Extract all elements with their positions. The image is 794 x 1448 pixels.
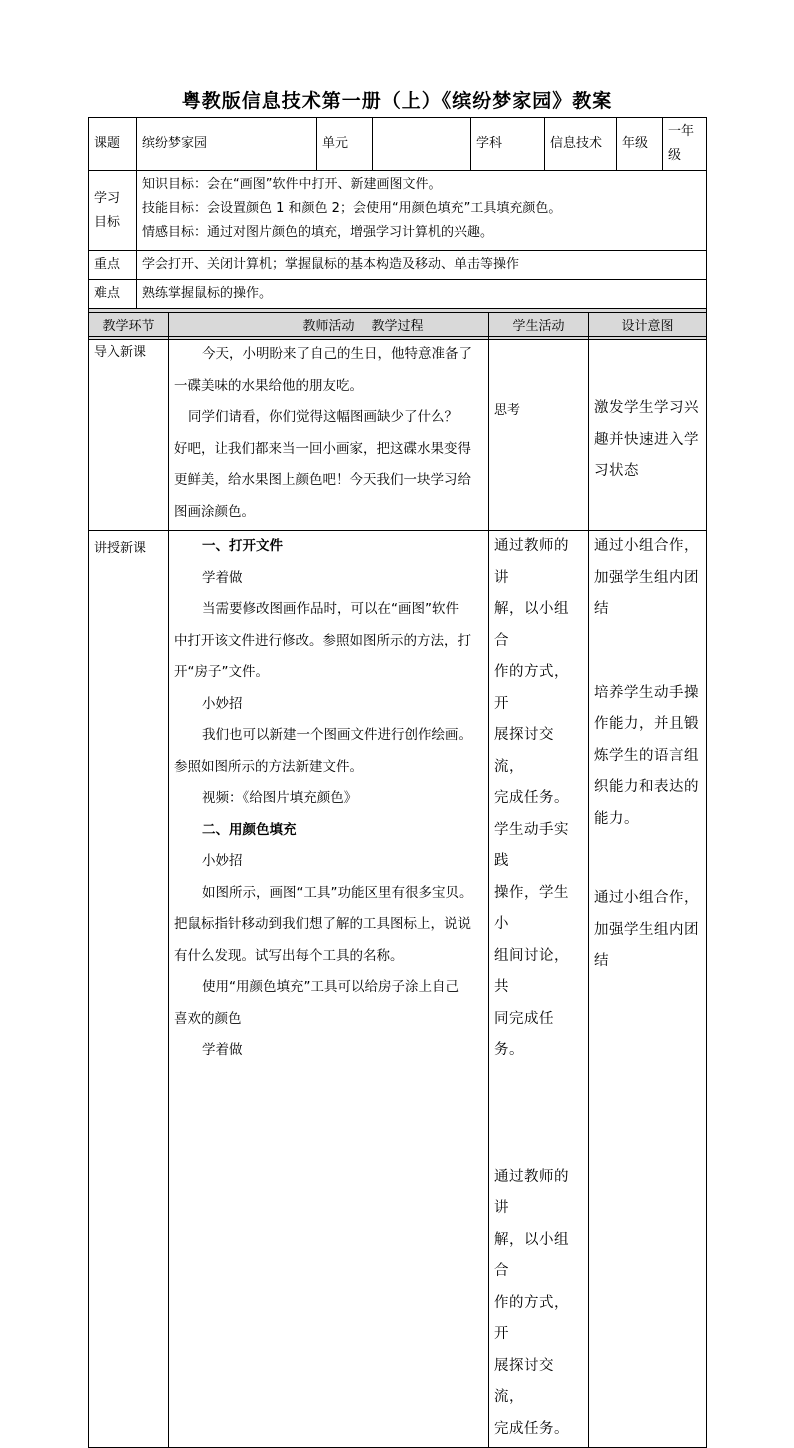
goals-label-line-1: 学习 xyxy=(94,190,121,206)
subject-label: 学科 xyxy=(471,118,545,171)
intro-paragraph: 更鲜美，给水果图上颜色吧！今天我们一块学习给 xyxy=(174,472,471,488)
spacer xyxy=(494,1067,583,1162)
difficulty-label: 难点 xyxy=(89,280,137,309)
student-line: 完成任务。 xyxy=(494,790,569,806)
intent-line: 炼学生的语言组 xyxy=(594,747,699,764)
goals-content xyxy=(137,171,707,251)
intent-line: 加强学生组内团 xyxy=(594,569,699,586)
student-line: 解，以小组合 xyxy=(494,1231,569,1279)
student-line: 操作，学生小 xyxy=(494,884,569,932)
lecture-paragraph: 学着做 xyxy=(202,1042,243,1058)
lecture-design-intent xyxy=(589,531,707,1448)
spacer xyxy=(594,626,701,678)
lecture-paragraph: 如图所示，画图“工具”功能区里有很多宝贝。 xyxy=(202,884,473,901)
intent-line: 趣并快速进入学 xyxy=(594,431,699,448)
difficulty-text: 熟练掌握鼠标的操作。 xyxy=(137,280,707,309)
goals-label xyxy=(89,171,137,251)
topic-value: 缤纷梦家园 xyxy=(137,118,317,171)
intent-line: 结 xyxy=(594,601,609,617)
teaching-process-table xyxy=(88,312,707,1448)
lecture-paragraph: 我们也可以新建一个图画文件进行创作绘画。 xyxy=(202,727,472,743)
student-line: 展探讨交流， xyxy=(494,1357,554,1405)
grade-value: 一年级 xyxy=(663,118,707,171)
document-title: 粤教版信息技术第一册（上）《缤纷梦家园》教案 xyxy=(181,90,613,112)
student-line: 学生动手实践 xyxy=(494,821,569,869)
lecture-paragraph: 中打开该文件进行修改。参照如图所示的方法，打 xyxy=(174,632,471,649)
unit-label: 单元 xyxy=(317,118,373,171)
spacer xyxy=(594,835,701,883)
lecture-paragraph: 使用“用颜色填充”工具可以给房子涂上自己 xyxy=(202,979,459,995)
process-header: 教学过程 xyxy=(89,309,707,340)
student-line: 通过教师的讲 xyxy=(494,1168,569,1216)
lecture-paragraph: 小妙招 xyxy=(202,695,243,712)
unit-value xyxy=(373,118,471,171)
lecture-paragraph: 喜欢的颜色 xyxy=(174,1010,242,1027)
intro-paragraph: 好吧，让我们都来当一回小画家，把这碟水果变得 xyxy=(174,440,471,457)
student-line: 作的方式，开 xyxy=(494,664,569,712)
topic-label: 课题 xyxy=(89,118,137,171)
lecture-paragraph: 有什么发现。试写出每个工具的名称。 xyxy=(174,947,404,964)
key-point-text: 学会打开、关闭计算机；掌握鼠标的基本构造及移动、单击等操作 xyxy=(137,251,707,280)
col-header-student: 学生活动 xyxy=(489,313,589,337)
lecture-student-activity xyxy=(489,531,589,1448)
intro-paragraph: 今天，小明盼来了自己的生日，他特意准备了 xyxy=(202,346,472,362)
intro-paragraph: 图画涂颜色。 xyxy=(174,503,255,520)
lecture-paragraph: 参照如图所示的方法新建文件。 xyxy=(174,758,363,775)
section-heading-fill-color: 二、用颜色填充 xyxy=(202,821,297,838)
intent-line: 作能力，并且锻 xyxy=(594,716,699,732)
grade-label: 年级 xyxy=(617,118,663,171)
lecture-teacher-activity xyxy=(169,531,489,1448)
intent-line: 结 xyxy=(594,953,609,969)
key-point-label: 重点 xyxy=(89,251,137,280)
intro-student-text: 思考 xyxy=(494,403,521,418)
col-header-stage: 教学环节 xyxy=(89,313,169,337)
student-line: 完成任务。 xyxy=(494,1420,569,1437)
goal-emotion: 情感目标：通过对图片颜色的填充，增强学习计算机的兴趣。 xyxy=(142,225,494,240)
intent-line: 织能力和表达的 xyxy=(594,779,699,795)
intro-stage: 导入新课 xyxy=(89,337,169,531)
intro-paragraph: 一碟美味的水果给他的朋友吃。 xyxy=(174,377,363,394)
student-line: 组间讨论，共 xyxy=(494,947,569,995)
intent-line: 通过小组合作， xyxy=(594,890,699,906)
goal-knowledge: 知识目标：会在“画图”软件中打开、新建画图文件。 xyxy=(142,177,442,192)
student-line: 展探讨交流， xyxy=(494,727,554,775)
section-heading-open-file: 一、打开文件 xyxy=(202,538,283,554)
lecture-paragraph: 把鼠标指针移动到我们想了解的工具图标上，说说 xyxy=(174,916,471,932)
col-header-intent: 设计意图 xyxy=(589,313,707,337)
goal-skill: 技能目标：会设置颜色 1 和颜色 2；会使用“用颜色填充”工具填充颜色。 xyxy=(142,201,562,216)
lesson-info-table xyxy=(88,117,707,340)
col-header-teacher: 教师活动 xyxy=(169,313,489,337)
lecture-paragraph: 开“房子”文件。 xyxy=(174,664,269,680)
intro-student-activity xyxy=(489,337,589,531)
intro-design-intent xyxy=(589,337,707,531)
intent-line: 习状态 xyxy=(594,463,639,479)
intro-teacher-activity xyxy=(169,337,489,531)
intro-paragraph: 同学们请看，你们觉得这幅图画缺少了什么？ xyxy=(188,409,458,425)
student-line: 解，以小组合 xyxy=(494,601,569,649)
lecture-stage: 讲授新课 xyxy=(89,531,169,1448)
intent-line: 激发学生学习兴 xyxy=(594,400,699,416)
lecture-paragraph: 当需要修改图画作品时，可以在“画图”软件 xyxy=(202,601,459,617)
intent-line: 加强学生组内团 xyxy=(594,921,699,938)
subject-value: 信息技术 xyxy=(545,118,617,171)
lecture-paragraph: 学着做 xyxy=(202,569,243,586)
student-line: 作的方式，开 xyxy=(494,1294,569,1342)
lecture-paragraph: 小妙招 xyxy=(202,853,243,869)
intent-line: 通过小组合作， xyxy=(594,538,699,554)
student-line: 同完成任务。 xyxy=(494,1010,554,1058)
intent-line: 培养学生动手操 xyxy=(594,684,699,701)
video-reference: 视频：《给图片填充颜色》 xyxy=(202,790,358,806)
goals-label-line-2: 目标 xyxy=(94,214,121,230)
intent-line: 能力。 xyxy=(594,810,639,827)
student-line: 通过教师的讲 xyxy=(494,538,569,586)
